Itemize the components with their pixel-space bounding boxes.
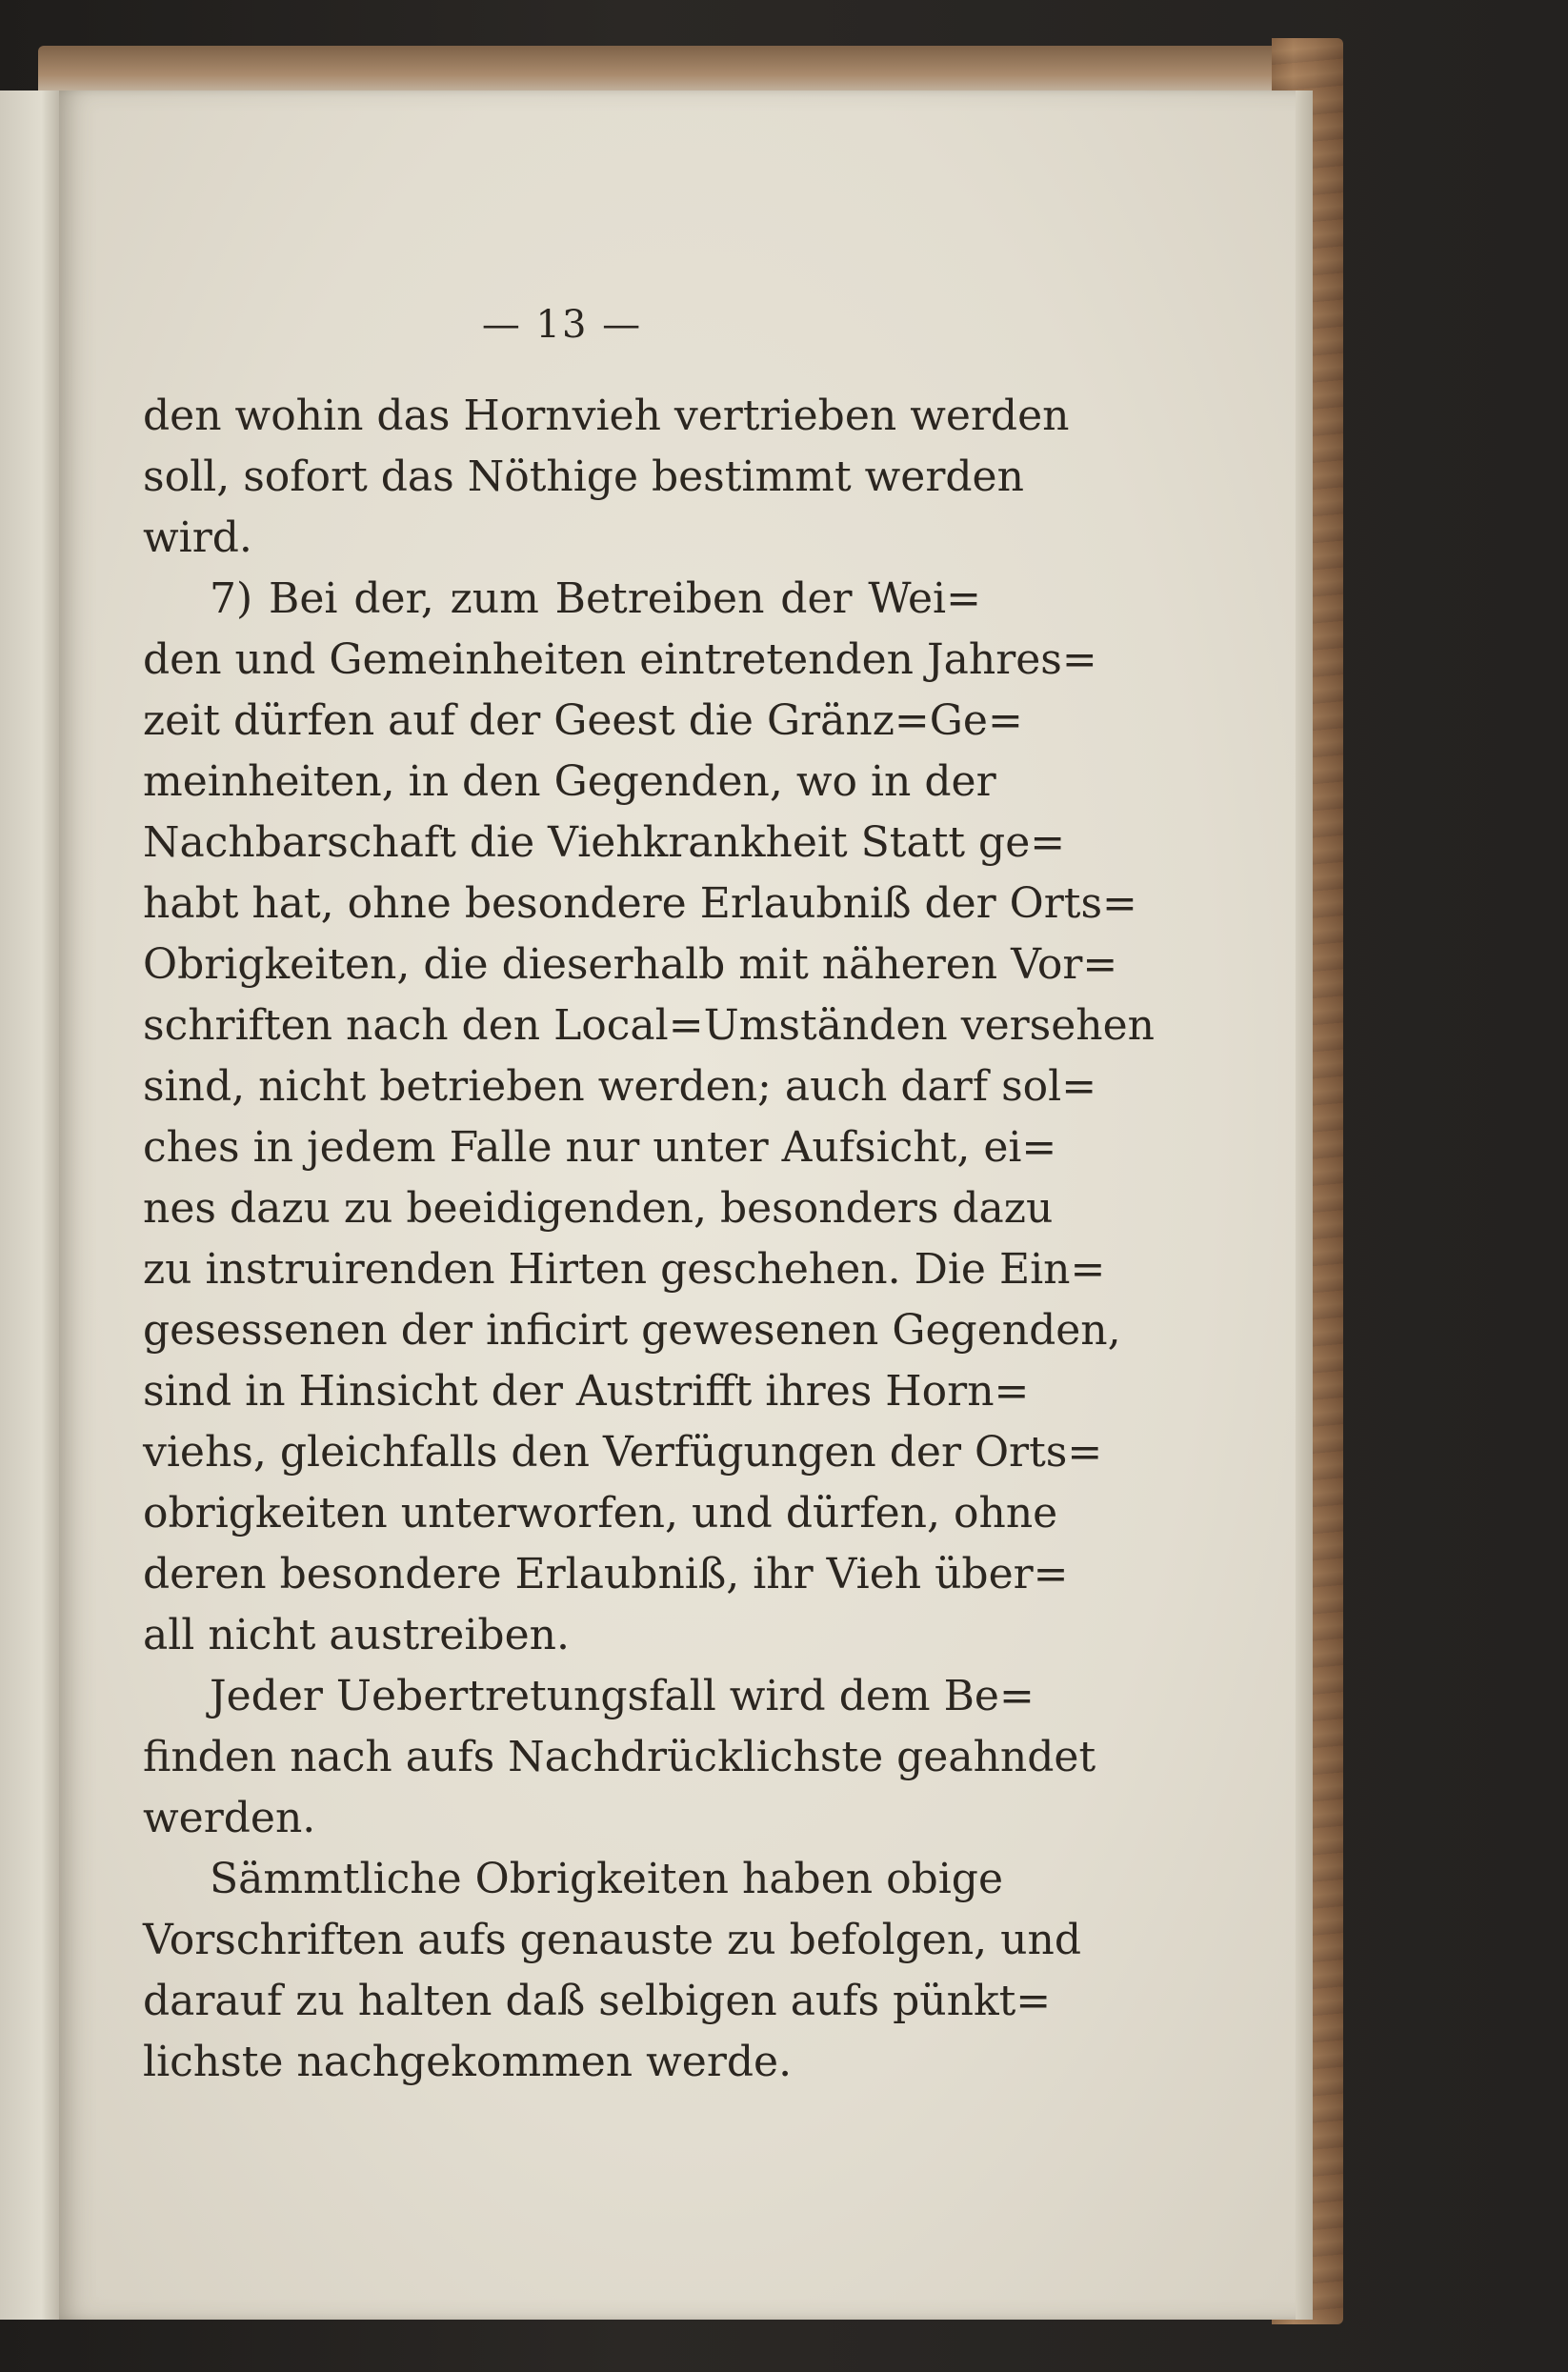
text-line: sind in Hinsicht der Austrifft ihres Horn= [143,1367,1030,1416]
text-line: Nachbarschaft die Viehkrankheit Statt ge= [143,818,1066,867]
text-line: viehs, gleichfalls den Verfügungen der Orts= [143,1428,1103,1477]
text-line: Jeder Uebertretungsfall wird dem Be= [210,1672,1035,1720]
text-line: schriften nach den Local=Umständen versehen [143,1001,1156,1050]
text-line: sind, nicht betrieben werden; auch darf sol= [143,1062,1097,1111]
text-line: werden. [143,1794,316,1842]
text-line: Obrigkeiten, die dieserhalb mit näheren Vor= [143,940,1118,989]
page-body [143,386,1156,2093]
text-line: wird. [143,513,252,562]
text-line: den und Gemeinheiten eintretenden Jahres= [143,635,1097,684]
text-line: soll, sofort das Nöthige bestimmt werden [143,452,1024,501]
page-stack-edge [1296,90,1313,2320]
text-line: meinheiten, in den Gegenden, wo in der [143,757,996,806]
paragraph-4 [143,1849,1081,2093]
text-line: darauf zu halten daß selbigen aufs pünkt= [143,1977,1052,2025]
text-line: obrigkeiten unterworfen, und dürfen, ohne [143,1489,1058,1538]
paragraph-2 [143,569,1156,1666]
paragraph-1 [143,386,1070,569]
text-line: 7) Bei der, zum Betreiben der Wei= [210,574,981,623]
text-line: den wohin das Hornvieh vertrieben werden [143,392,1070,440]
text-line: lichste nachgekommen werde. [143,2038,793,2086]
text-line: gesessenen der inficirt gewesenen Gegenden, [143,1306,1121,1355]
text-line: finden nach aufs Nachdrücklichste geahndet [143,1733,1096,1781]
text-line: nes dazu zu beeidigenden, besonders dazu [143,1184,1054,1233]
text-line: habt hat, ohne besondere Erlaubniß der Orts= [143,879,1137,928]
text-line: zu instruirenden Hirten geschehen. Die Ein= [143,1245,1106,1294]
page-number: — 13 — [481,303,643,347]
paragraph-3 [143,1666,1096,1849]
text-line: zeit dürfen auf der Geest die Gränz=Ge= [143,696,1023,745]
text-line: Vorschriften aufs genauste zu befolgen, und [143,1916,1081,1964]
text-line: all nicht austreiben. [143,1611,570,1659]
text-line: Sämmtliche Obrigkeiten haben obige [210,1855,1004,1903]
facing-page-edge [0,90,62,2320]
text-line: ches in jedem Falle nur unter Aufsicht, ei= [143,1123,1057,1172]
text-line: deren besondere Erlaubniß, ihr Vieh über= [143,1550,1069,1598]
